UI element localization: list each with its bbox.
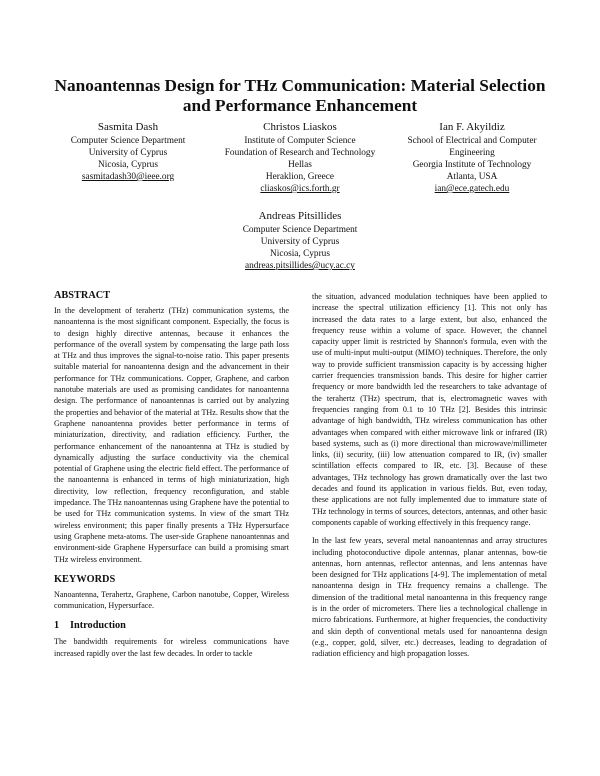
- author-name: Andreas Pitsillides: [258, 210, 342, 222]
- author-block: [44, 121, 212, 183]
- author-email-link[interactable]: andreas.pitsillides@ucy.ac.cy: [245, 261, 355, 271]
- right-column: [312, 291, 547, 660]
- author-email-link[interactable]: ian@ece.gatech.edu: [434, 184, 510, 194]
- body-paragraph: In the last few years, several metal nanoantennas and array structures including photoconductive dipole antennas, planar antennas, bow-tie antennas, horn antennas, reflector antennas, and lens antennas have been designed for THz applications [4-9]. The implementation of metal nanoantenna design in THz frequency remains a challenge. The dimension of the traditional metal nanoantenna in this frequency range is in the order of micrometers. There lies a technological challenge in micro fabrications. Furthermore, at higher frequencies, the conductivity and skin depth of conventional metals used for nanoantenna design (e.g., copper, gold, silver, etc.) decreases, leading to degradation of radiation efficiency and high propagation losses.: [312, 536, 547, 659]
- author-block: [216, 121, 384, 195]
- author-affiliation: Atlanta, USA: [446, 172, 498, 182]
- body-paragraph: the situation, advanced modulation techniques have been applied to increase the spectral utilization efficiency [1]. This not only has increased the data rates to a large extent, but also, enhanced the frequency reuse within a volume of space. However, the channel capacity upper limit is restricted by Shannon's formula, even with the use of multi-input multi-output (MIMO) techniques. Therefore, the only way to provide sufficient transmission capacity is by accessing higher carrier frequencies transmission bands. This desire for higher carrier frequency or more bandwidth led the researchers to take advantage of the terahertz (THz) spectrum, that is, electromagnetic waves with frequencies ranging from 0.1 to 10 THz [2]. Besides this intrinsic advantage of high bandwidth, THz wireless communication has other advantages when compared with either microwave link or infrared (IR) based systems, such as (i) more directional than microwave/millimeter links, (ii) security, (iii) low attenuation compared to IR, (iv) smaller scintillation effects compared to IR, etc. [3]. Because of these advantages, THz technology has grown dramatically over the last two decades and found its application in various fields. But, even today, these applications are not fully implemented due to immature state of THz technology in terms of sources, detectors, antennas, and other basic components capable of working effectively in this frequency range.: [312, 292, 547, 527]
- author-name: Sasmita Dash: [97, 121, 159, 133]
- abstract-heading: ABSTRACT: [54, 290, 111, 301]
- section-number: 1: [54, 620, 60, 632]
- author-affiliation: School of Electrical and Computer Engineering: [407, 136, 537, 158]
- author-email-link[interactable]: cliaskos@ics.forth.gr: [260, 184, 340, 194]
- author-affiliation: Foundation of Research and Technology Hellas: [224, 148, 376, 170]
- author-block: [388, 121, 556, 195]
- keywords-text: Nanoantenna, Terahertz, Graphene, Carbon nanotube, Copper, Wireless communication, Hypersurface.: [54, 589, 289, 611]
- left-column: [54, 289, 289, 659]
- author-affiliation: University of Cyprus: [260, 237, 340, 247]
- author-affiliation: Heraklion, Greece: [265, 172, 335, 182]
- paper-title: Nanoantennas Design for THz Communication: Material Selection and Performance Enhancement: [54, 76, 546, 115]
- author-name: Christos Liaskos: [263, 121, 337, 133]
- author-name: Ian F. Akyildiz: [439, 121, 505, 133]
- author-affiliation: Georgia Institute of Technology: [412, 160, 532, 170]
- author-affiliation: Institute of Computer Science: [244, 136, 356, 146]
- author-block: [216, 210, 384, 272]
- author-affiliation: Nicosia, Cyprus: [270, 249, 330, 259]
- section-title: Introduction: [70, 620, 126, 632]
- author-affiliation: Computer Science Department: [70, 136, 186, 146]
- author-email-link[interactable]: sasmitadash30@ieee.org: [81, 172, 175, 182]
- intro-text: The bandwidth requirements for wireless communications have increased rapidly over the last few decades. In order to tackle: [54, 637, 289, 658]
- author-affiliation: University of Cyprus: [88, 148, 168, 158]
- abstract-text: In the development of terahertz (THz) communication systems, the nanoantenna is the most significant component. Especially, the focus is to design highly directive antennas, because it enhances the performance of the overall system by compensating the large path loss at THz and thus improves the signal-to-noise ratio. This paper presents suitable material for nanoantenna design and the advancement in their performance for THz communications. Copper, Graphene, and carbon nanotube materials are used as promising candidates for nanoantenna design. The performance of nanoantennas is carried out by analyzing the properties and behavior of the material at THz. Results show that the Graphene nanoantenna provides better performance in terms of miniaturization, directivity, and radiation efficiency. Further, the performance enhancement of the nanoantenna at THz is studied by dynamically adjusting the surface conductivity via the chemical potential of Graphene using the electric field effect. The performance of the nanoantenna is enhanced in terms of high miniaturization, high directivity, low reflection, frequency reconfiguration, and stable impedance. The THz nanoantennas using Graphene have the potential to be used for THz communication systems. In view of the smart THz wireless environment; this paper finally presents a THz Hypersurface using Graphene meta-atoms. The user-side Graphene nanoantennas and environment-side Graphene Hypersurface can build a promising smart THz wireless environment.: [54, 306, 289, 564]
- author-affiliation: Computer Science Department: [242, 225, 358, 235]
- keywords-heading: KEYWORDS: [54, 573, 116, 585]
- author-affiliation: Nicosia, Cyprus: [98, 160, 158, 170]
- section-heading: [54, 619, 289, 632]
